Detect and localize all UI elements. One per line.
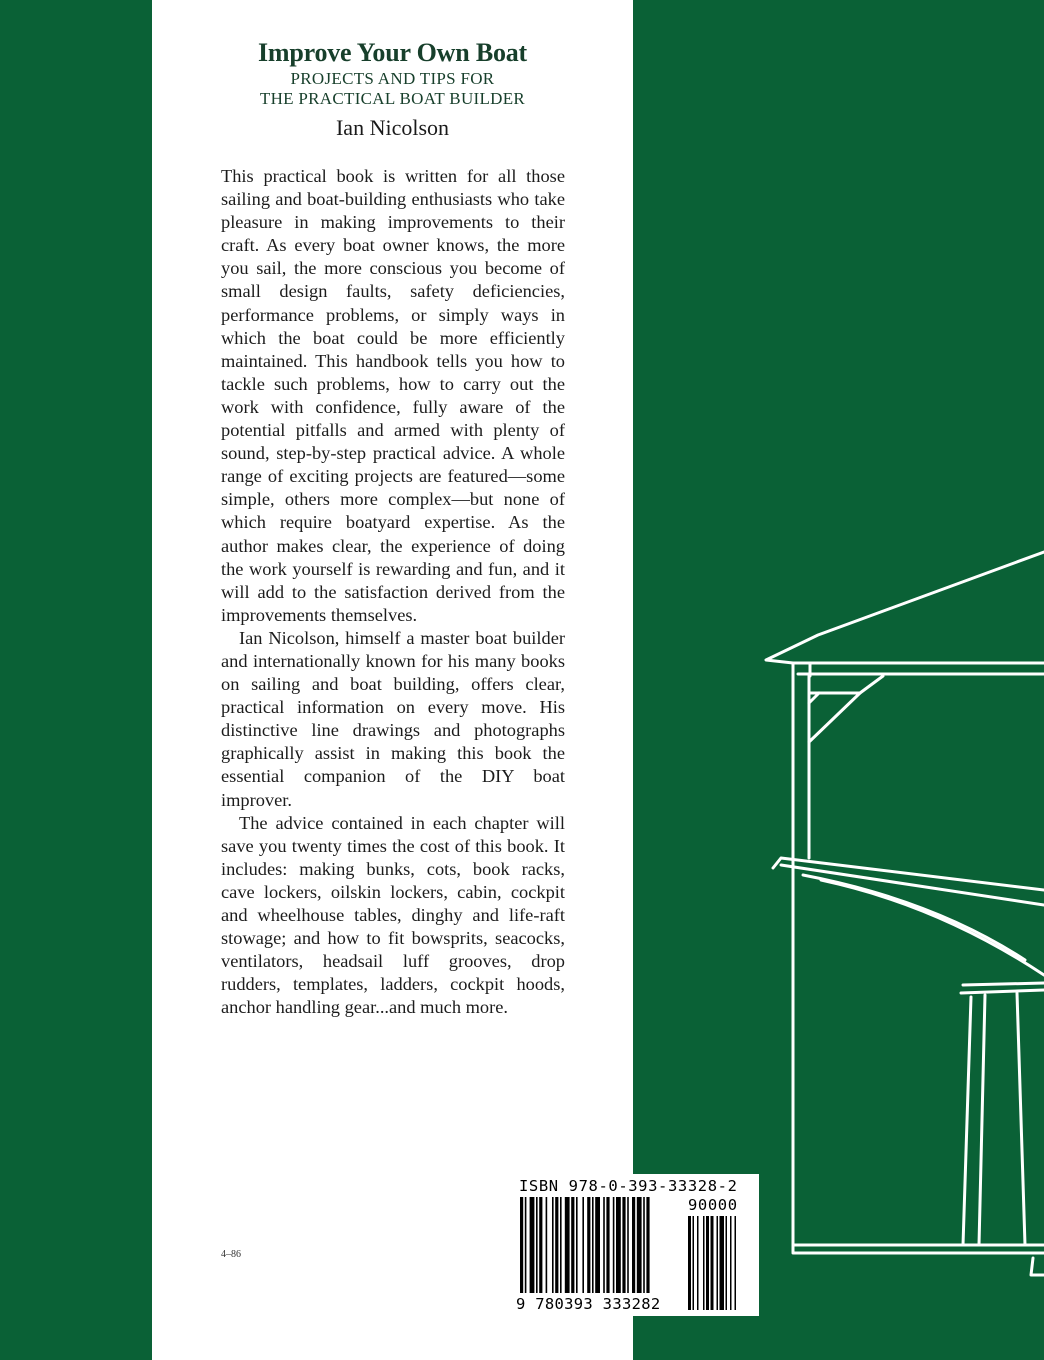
blurb-paragraph-1: This practical book is written for all those sailing and boat-building enthusiasts who take pleasure in making improvements to their craft. As every boat owner knows, the more you sail, the more conscious you become of small design faults, safety deficiencies, performance problems, or simply ways in which the boat could be more efficiently maintained. This handbook tells you how to tackle such problems, how to carry out the work with confidence, fully aware of the potential pitfalls and armed with plenty of sound, step-by-step practical advice. A whole range of exciting projects are featured—some simple, others more complex—but none of which require boatyard expertise. As the author makes clear, the experience of doing the work yourself is rewarding and fun, and it will add to the satisfaction derived from the improvements themselves. [221, 166, 565, 625]
barcode-bar [582, 1197, 584, 1293]
left-green-band [0, 0, 152, 1360]
price-code: 90000 [688, 1196, 738, 1214]
barcode-bar [603, 1197, 605, 1293]
barcode-bar [622, 1197, 625, 1293]
barcode-bar [606, 1197, 609, 1293]
addon-bar [697, 1216, 699, 1310]
addon-bar [726, 1216, 728, 1310]
author-name: Ian Nicolson [335, 115, 450, 140]
barcode-bar [530, 1197, 535, 1293]
barcode-bar [555, 1197, 558, 1293]
barcode-bar [546, 1197, 548, 1293]
barcode-bar [539, 1197, 542, 1293]
barcode-block [510, 1174, 759, 1316]
barcode-bar [592, 1197, 594, 1293]
blurb-text [221, 165, 565, 1019]
barcode-bar [637, 1197, 642, 1293]
barcode-bar [536, 1197, 538, 1293]
book-title: Improve Your Own Boat [257, 38, 528, 67]
addon-bar [703, 1216, 705, 1310]
addon-bar [706, 1216, 709, 1310]
isbn-number: ISBN 978-0-393-33328-2 [519, 1177, 738, 1195]
barcode-bar [576, 1197, 578, 1293]
subtitle-line-2: THE PRACTICAL BOAT BUILDER [259, 89, 526, 108]
barcode-bar [587, 1197, 590, 1293]
addon-bar [693, 1216, 695, 1310]
barcode-bar [627, 1197, 629, 1293]
addon-bar [720, 1216, 725, 1310]
barcode-bar [595, 1197, 600, 1293]
barcode-bar [552, 1197, 554, 1293]
addon-bar [730, 1216, 732, 1310]
addon-bar [717, 1216, 719, 1310]
boat-line-drawing [633, 0, 1044, 1360]
addon-bar [735, 1216, 737, 1310]
blurb-paragraph-2: Ian Nicolson, himself a master boat builder and internationally known for his many books on sailing and boat building, offers clear, practical information on every move. His distinctive line drawings and photographs graphically assist in making this book the essential companion of the DIY boat improver. [221, 627, 565, 810]
blurb-paragraph-3: The advice contained in each chapter will save you twenty times the cost of this book. It includes: making bunks, cots, book racks, cave lockers, oilskin lockers, cabin, cockpit and wheelhouse tables, dinghy and life-raft stowage; and how to fit bowsprits, seacocks, ventilators, headsail luff grooves, drop rudders, templates, ladders, cockpit hoods, anchor handling gear...and much more. [221, 812, 565, 1018]
subtitle-line-1: PROJECTS AND TIPS FOR [290, 69, 495, 88]
addon-bar [688, 1216, 691, 1310]
barcode-bar [525, 1197, 527, 1293]
barcode-bar [616, 1197, 621, 1293]
barcode-bar [613, 1197, 615, 1293]
addon-bar [711, 1216, 714, 1310]
barcode-bar [565, 1197, 570, 1293]
barcode-bar [571, 1197, 574, 1293]
barcode-bar [560, 1197, 562, 1293]
barcode-bar [520, 1197, 523, 1293]
ean-number: 9 780393 333282 [516, 1295, 661, 1313]
barcode-bar [643, 1197, 645, 1293]
barcode-bar [632, 1197, 635, 1293]
barcode-bar [646, 1197, 649, 1293]
print-code: 4–86 [221, 1249, 241, 1260]
